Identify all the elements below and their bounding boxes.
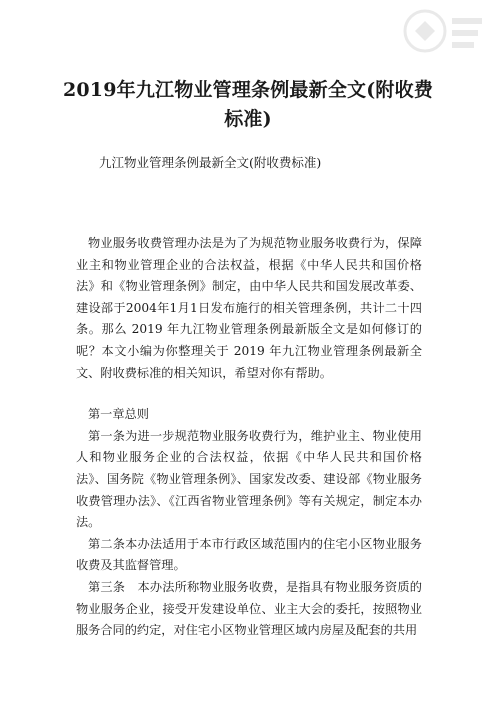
document-subtitle: 九江物业管理条例最新全文(附收费标准) xyxy=(99,155,322,170)
document-body xyxy=(76,233,422,642)
article-3-paragraph: 第三条 本办法所称物业服务收费，是指具有物业服务资质的物业服务企业，接受开发建设单位、业主大会的委托，按照物业服务合同的约定，对住宅小区物业管理区域内房屋及配套的共用 xyxy=(76,579,422,638)
article-1-paragraph: 第一条为进一步规范物业服务收费行为，维护业主、物业使用人和物业服务企业的合法权益，依据《中华人民共和国价格法》、国务院《物业管理条例》、国家发改委、建设部《物业服务收费管理办法》、《江西省物业管理条例》等有关规定，制定本办法。 xyxy=(76,428,422,530)
chapter-heading: 第一章总则 xyxy=(88,407,149,422)
document-title: 2019年九江物业管理条例最新全文(附收费标准) xyxy=(62,79,434,130)
watermark-logo-icon xyxy=(400,6,486,56)
intro-paragraph: 物业服务收费管理办法是为了为规范物业服务收费行为，保障业主和物业管理企业的合法权益，根据《中华人民共和国价格法》和《物业管理条例》制定，由中华人民共和国发展改革委、建设部于2004年1月1日发布施行的相关管理条例，共计二十四条。那么 2019 年九江物业管理条例最新版全文是如何修订的呢？本文小编为你整理关于 2019 年九江物业管理条例最新全文、附收费标准的相关知识，希望对你有帮助。 xyxy=(76,236,422,380)
article-2-paragraph: 第二条本办法适用于本市行政区域范围内的住宅小区物业服务收费及其监督管理。 xyxy=(76,536,422,573)
